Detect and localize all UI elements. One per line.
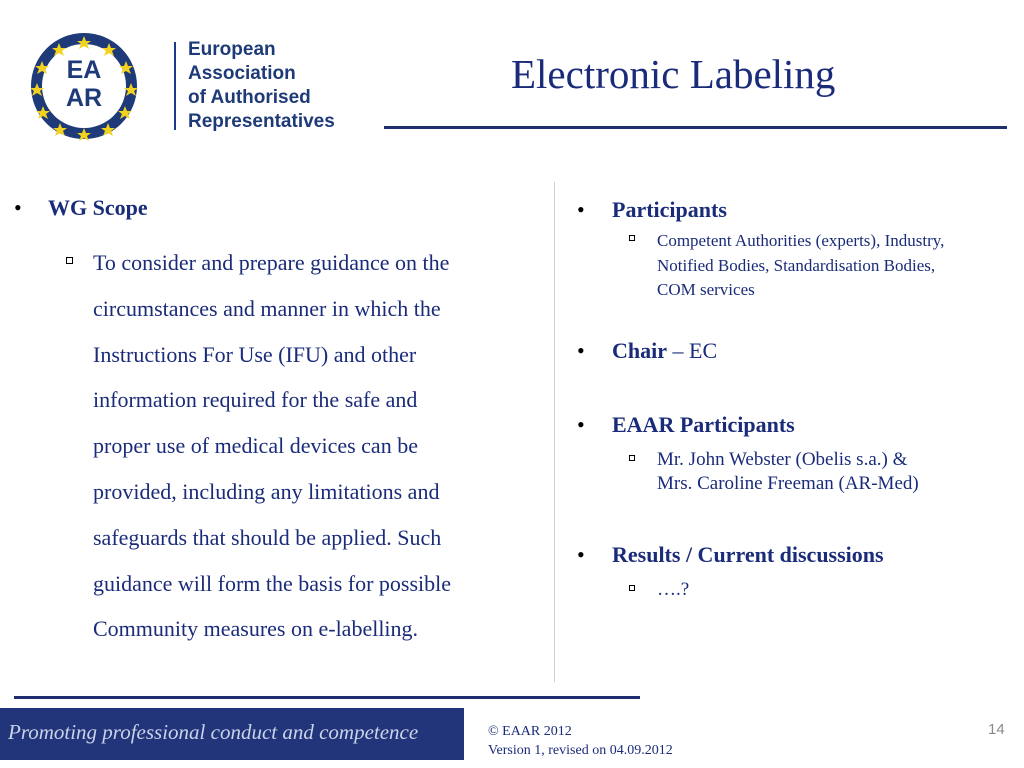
description-line: Instructions For Use (IFU) and other [93, 341, 417, 367]
slide-title: Electronic Labeling [511, 51, 836, 97]
title-underline [384, 126, 1007, 129]
description-line: provided, including any limitations and [93, 478, 440, 504]
logo-monogram-line2: AR [65, 84, 103, 112]
description-line: proper use of medical devices can be [93, 433, 418, 459]
description-line: guidance will form the basis for possible [93, 570, 452, 596]
copyright-text: © EAAR 2012 [488, 724, 572, 739]
bullet-dot: • [577, 542, 585, 567]
page-number: 14 [988, 721, 1005, 738]
footer-copyright [488, 722, 673, 760]
version-text: Version 1, revised on 04.09.2012 [488, 743, 673, 758]
description-line: circumstances and manner in which the [93, 295, 441, 321]
bullet-dot: • [577, 412, 585, 437]
square-bullet-icon [629, 235, 635, 241]
description-line: Community measures on e-labelling. [93, 616, 419, 642]
square-bullet-icon [629, 455, 635, 461]
participants-line: Competent Authorities (experts), Industry, [657, 231, 945, 250]
participants-list [657, 229, 1007, 303]
logo-name-line: Association [188, 63, 296, 84]
square-bullet-icon [629, 585, 635, 591]
logo-monogram-line1: EA [66, 56, 102, 84]
logo-name [188, 38, 335, 134]
footer-band [0, 708, 464, 760]
footer-tagline: Promoting professional conduct and competence [8, 720, 419, 744]
bullet-dot: • [577, 338, 585, 363]
results-item: ….? [657, 579, 690, 600]
wg-scope-description [93, 240, 523, 652]
logo-name-line: European [188, 39, 276, 60]
logo-divider [174, 42, 176, 130]
eaar-participants-heading: EAAR Participants [612, 412, 795, 437]
logo-name-line: of Authorised [188, 87, 311, 108]
eaar-logo [28, 30, 333, 142]
bullet-dot: • [577, 197, 585, 222]
logo-monogram [52, 56, 116, 112]
participants-line: COM services [657, 280, 755, 299]
bullet-dot: • [14, 195, 22, 220]
column-divider [554, 182, 555, 682]
eaar-participant-line: Mr. John Webster (Obelis s.a.) & [657, 449, 908, 470]
description-line: safeguards that should be applied. Such [93, 524, 442, 550]
eaar-participants-list [657, 448, 1007, 496]
description-line: To consider and prepare guidance on the [93, 250, 450, 275]
chair-value: – EC [667, 338, 718, 363]
square-bullet-icon [66, 257, 73, 264]
chair-line [612, 337, 717, 365]
wg-scope-heading: WG Scope [48, 195, 148, 220]
participants-line: Notified Bodies, Standardisation Bodies, [657, 255, 936, 275]
logo-name-line: Representatives [188, 111, 335, 132]
footer-rule [14, 696, 640, 699]
results-heading: Results / Current discussions [612, 542, 884, 567]
participants-heading: Participants [612, 197, 727, 222]
description-line: information required for the safe and [93, 387, 418, 413]
chair-label: Chair [612, 338, 667, 363]
eaar-participant-line: Mrs. Caroline Freeman (AR-Med) [657, 473, 919, 494]
